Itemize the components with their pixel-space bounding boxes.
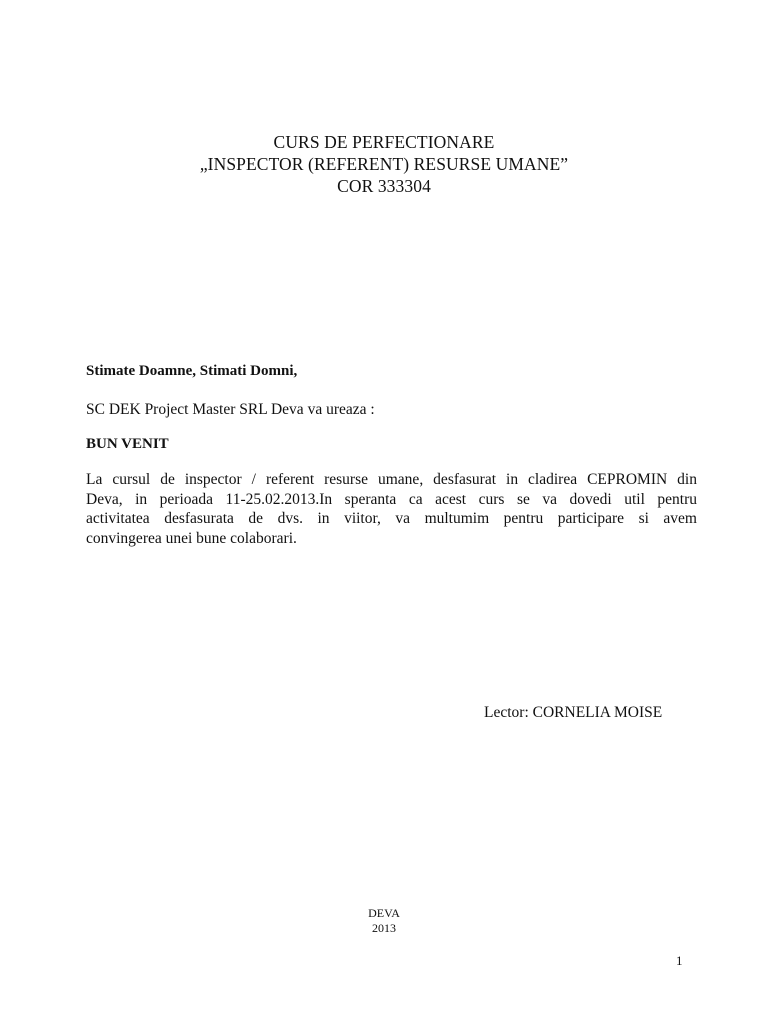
page-number: 1 xyxy=(676,953,683,968)
lecturer-signature: Lector: CORNELIA MOISE xyxy=(484,704,663,721)
occupation-code: COR 333304 xyxy=(337,176,431,196)
greeting-line: SC DEK Project Master SRL Deva va ureaza : xyxy=(86,401,375,418)
course-title: CURS DE PERFECTIONARE xyxy=(273,132,495,152)
welcome-paragraph xyxy=(86,470,697,548)
paragraph-line: convingerea unei bune colaborari. xyxy=(86,529,297,547)
footer-city: DEVA xyxy=(368,906,400,920)
paragraph-line: Deva, in perioada 11-25.02.2013.In speranta ca acest curs se va dovedi util pentru xyxy=(86,490,697,508)
course-subtitle: „INSPECTOR (REFERENT) RESURSE UMANE” xyxy=(199,154,569,174)
paragraph-line: La cursul de inspector / referent resurse umane, desfasurat in cladirea CEPROMIN din xyxy=(86,471,697,488)
document-title xyxy=(0,131,768,197)
paragraph-line: activitatea desfasurata de dvs. in viitor, va multumim pentru participare si avem xyxy=(86,510,697,527)
footer-year: 2013 xyxy=(372,921,396,935)
salutation: Stimate Doamne, Stimati Domni, xyxy=(86,363,298,379)
footer-place-date xyxy=(0,906,768,936)
welcome-heading: BUN VENIT xyxy=(86,436,169,452)
